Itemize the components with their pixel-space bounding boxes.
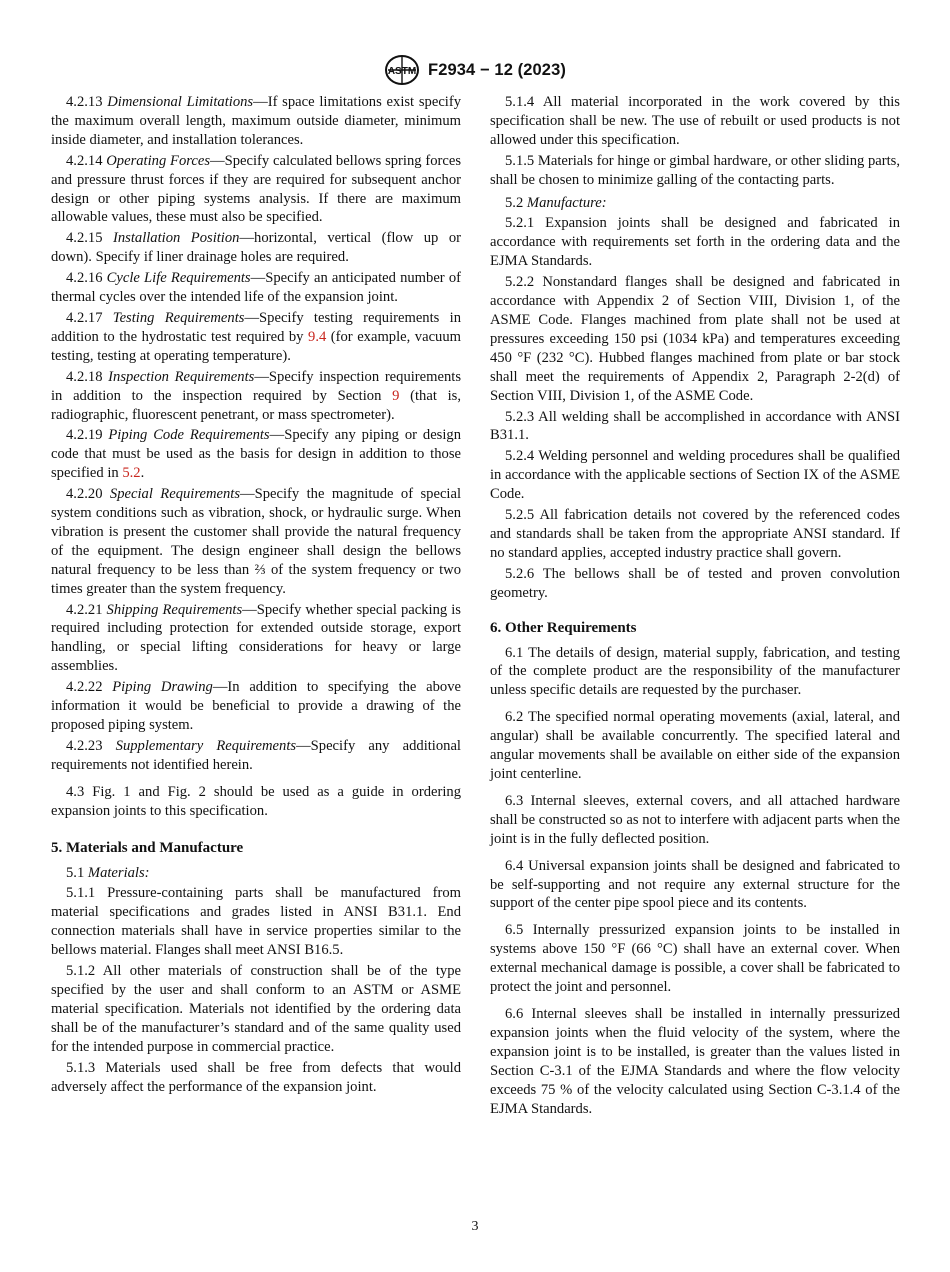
clause-5-2-4: 5.2.4 Welding personnel and welding procedures shall be qualified in accordance with the applicable sections of Section IX of the ASME Code.	[490, 448, 900, 503]
clause-4-2-14: 4.2.14 Operating Forces—Specify calculated bellows spring forces and pressure thrust forces if they are required for subsequent anchor design or other piping systems analysis. If there are maximum allowable values, these must also be specified.	[51, 152, 461, 226]
clause-5-2-5: 5.2.5 All fabrication details not covered by the referenced codes and standards shall be taken from the appropriate ANSI standard. If no standard applies, accepted industry practice shall govern.	[490, 507, 900, 561]
page-number: 3	[471, 1219, 479, 1234]
clause-4-2-16: 4.2.16 Cycle Life Requirements—Specify an anticipated number of thermal cycles over the intended life of the expansion joint.	[51, 270, 461, 306]
clause-4-2-17: 4.2.17 Testing Requirements—Specify testing requirements in addition to the hydrostatic test required by 9.4 (for example, vacuum testing, testing at operating temperature).	[51, 309, 461, 364]
ref-link-9-4[interactable]: 9.4	[308, 328, 327, 345]
clause-4-2-20: 4.2.20 Special Requirements—Specify the magnitude of special system conditions such as vibration, shock, or hydraulic surge. When vibration is present the customer shall provide the natural frequency of the equipment. The design engineer shall design the bellows natural frequency to be less than ⅔ of the system frequency or two times greater than the system frequency.	[51, 486, 462, 597]
clause-5-2-1: 5.2.1 Expansion joints shall be designed and fabricated in accordance with requirements set forth in the ordering data and the EJMA Standards.	[490, 215, 900, 270]
document-id: F2934 − 12 (2023)	[428, 60, 566, 79]
page-header	[0, 54, 950, 86]
clause-5-1-5: 5.1.5 Materials for hinge or gimbal hardware, or other sliding parts, shall be chosen to minimize galling of the contacting parts.	[490, 152, 900, 188]
clause-4-2-23: 4.2.23 Supplementary Requirements—Specify any additional requirements not identified herein.	[51, 737, 461, 773]
astm-logo-icon	[384, 54, 420, 86]
clause-5-1-1: 5.1.1 Pressure-containing parts shall be manufactured from material specifications and grades listed in ANSI B31.1. End connection materials shall have in service properties similar to the bellows material. Flanges shall meet ANSI B16.5.	[51, 885, 461, 959]
clause-4-2-18: 4.2.18 Inspection Requirements—Specify inspection requirements in addition to the inspection required by Section 9 (that is, radiographic, fluorescent penetrant, or mass spectrometer).	[51, 368, 461, 423]
clause-5-2-3: 5.2.3 All welding shall be accomplished in accordance with ANSI B31.1.	[490, 408, 900, 444]
clause-4-2-13: 4.2.13 Dimensional Limitations—If space limitations exist specify the maximum overall length, maximum outside diameter, minimum inside diameter, and installation tolerances.	[51, 94, 462, 148]
clause-4-2-19: 4.2.19 Piping Code Requirements—Specify any piping or design code that must be used as the basis for design in addition to those specified in 5.2.	[51, 427, 461, 482]
clause-5-2-6: 5.2.6 The bellows shall be of tested and proven convolution geometry.	[490, 565, 900, 601]
clause-4-3: 4.3 Fig. 1 and Fig. 2 should be used as a guide in ordering expansion joints to this specification.	[51, 783, 461, 819]
ref-link-5-2[interactable]: 5.2	[122, 465, 141, 482]
clause-6-6: 6.6 Internal sleeves shall be installed in internally pressurized expansion joints when the fluid velocity of the system, where the expansion joint is to be installed, is greater than the values listed in Section C-3.1 of the EJMA Standards and where the flow velocity exceeds 75 % of the velocity calculated using Section C-3.1.4 of the EJMA Standards.	[490, 1005, 900, 1117]
clause-5-1: 5.1 Materials:	[66, 864, 150, 881]
section-5-heading: 5. Materials and Manufacture	[51, 839, 244, 856]
clause-6-2: 6.2 The specified normal operating movements (axial, lateral, and angular) shall be available concurrently. The specified lateral and angular movements shall be available on either side of the expansion joint centerline.	[490, 709, 900, 782]
clause-4-2-22: 4.2.22 Piping Drawing—In addition to specifying the above information it would be beneficial to provide a drawing of the proposed piping system.	[51, 679, 462, 733]
ref-link-9[interactable]: 9	[392, 387, 400, 404]
clause-5-2: 5.2 Manufacture:	[505, 194, 607, 211]
clause-5-1-4: 5.1.4 All material incorporated in the work covered by this specification shall be new. The use of rebuilt or used products is not allowed under this specification.	[490, 94, 900, 148]
clause-6-5: 6.5 Internally pressurized expansion joints to be installed in systems above 150 °F (66 °C) shall have an external cover. When external mechanical damage is possible, a cover shall be fabricated to protect the joint and personnel.	[490, 922, 900, 996]
clause-6-1: 6.1 The details of design, material supply, fabrication, and testing of the complete product are the responsibility of the manufacturer unless specific details are requested by the purchaser.	[490, 644, 900, 699]
left-column	[51, 93, 461, 1098]
clause-6-4: 6.4 Universal expansion joints shall be designed and fabricated to be self-supporting and not require any external structure for the support of the center pipe spool piece and its contents.	[490, 857, 900, 912]
clause-4-2-21: 4.2.21 Shipping Requirements—Specify whether special packing is required including protection for extended outside storage, export handling, or special lifting considerations for heavy or large assemblies.	[51, 601, 461, 675]
logo-text: ASTM	[387, 66, 417, 77]
clause-5-1-3: 5.1.3 Materials used shall be free from defects that would adversely affect the performance of the expansion joint.	[51, 1059, 461, 1095]
clause-5-1-2: 5.1.2 All other materials of construction shall be of the type specified by the user and shall conform to an ASTM or ASME material specification. Materials not identified by the ordering data shall be of the manufacturer’s standard and of the same quality used for the intended purpose in commercial practice.	[51, 963, 461, 1055]
clause-6-3: 6.3 Internal sleeves, external covers, and all attached hardware shall be constructed so as not to interfere with adjacent parts when the joint is in the fully deflected position.	[490, 792, 900, 847]
right-column	[490, 93, 900, 1120]
clause-4-2-15: 4.2.15 Installation Position—horizontal, vertical (flow up or down). Specify if liner drainage holes are required.	[51, 230, 461, 266]
clause-5-2-2: 5.2.2 Nonstandard flanges shall be designed and fabricated in accordance with Appendix 2 of Section VIII, Division 1, of the ASME Code. Flanges machined from plate shall not be used at pressures exceeding 150 psi (1034 kPa) and temperatures exceeding 450 °F (232 °C). Hubbed flanges machined from plate or bar stock shall meet the requirements of Appendix 2, Paragraph 2-2(d) of Section VIII, Division 1, of the ASME Code.	[490, 274, 900, 404]
section-6-heading: 6. Other Requirements	[490, 619, 637, 636]
